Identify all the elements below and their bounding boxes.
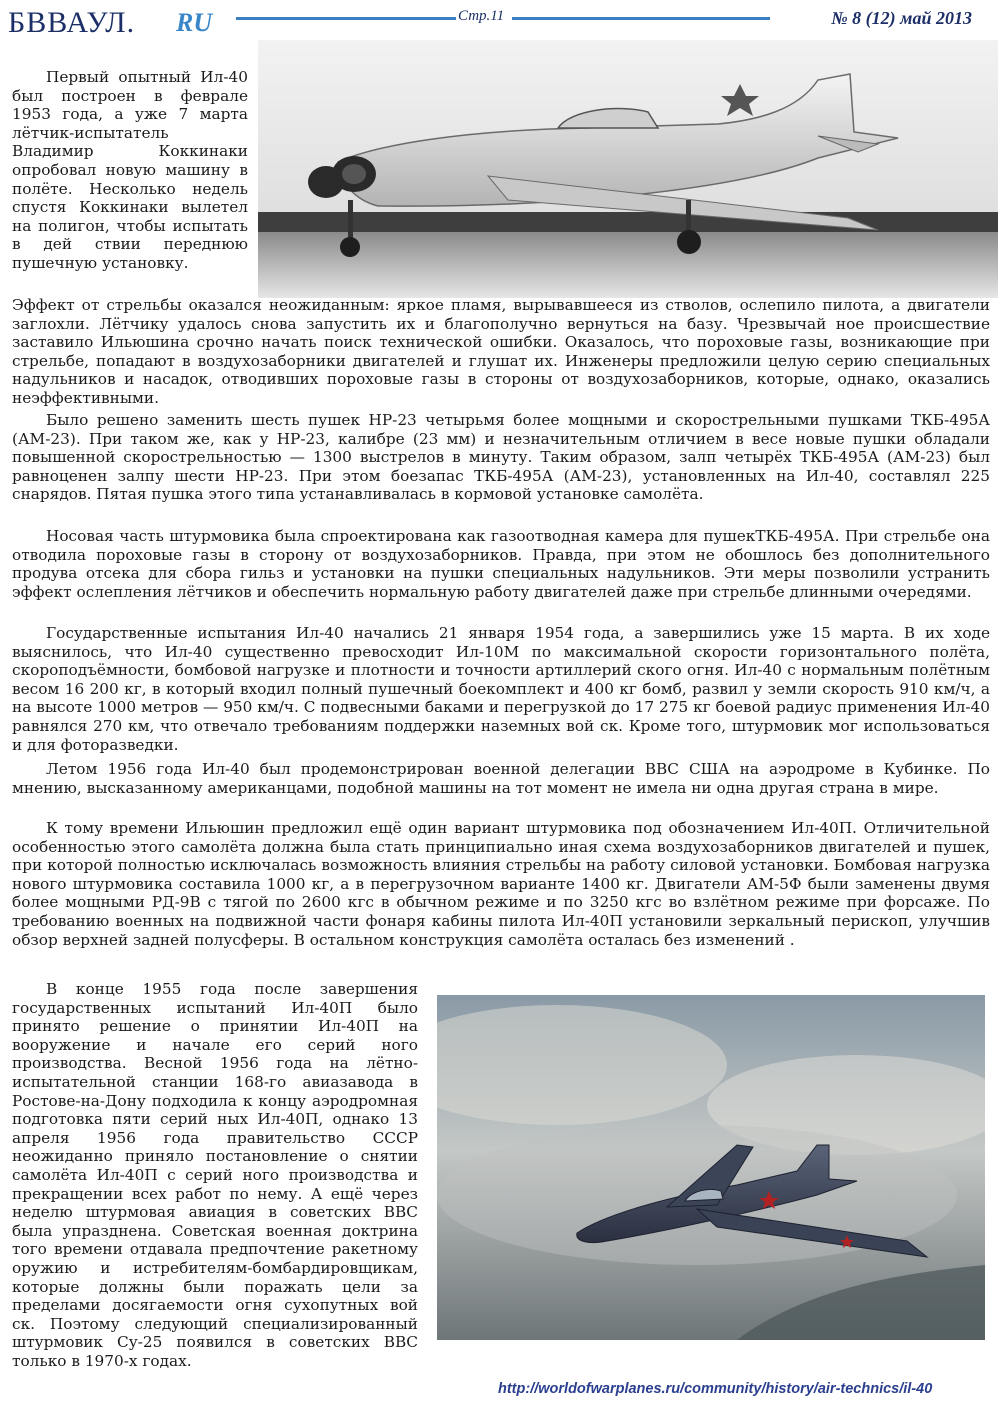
paragraph-2: Было решено заменить шесть пушек НР-23 четырьмя более мощными и скорострельными пушками ТКБ-495А (АМ-23). При таком же, как у НР-23, калибре (23 мм) и незначительным отличием в весе новые пушки обладали повышенной скорострельностью — 1300 выстрелов в минуту. Таким образом, залп четырёх ТКБ-495А (АМ-23) был равноценен залпу шести НР-23. При этом боезапас ТКБ-495А (АМ-23), установленных на Ил-40, составлял 225 снарядов. Пятая пушка этого типа устанавливалась в кормовой установке самолёта.: [12, 411, 990, 504]
page-header: [0, 0, 1000, 40]
paragraph-4: Государственные испытания Ил-40 начались 21 января 1954 года, а завершились уже 15 марта. В их ходе выяснилось, что Ил-40 существенно превосходит Ил-10М по максимальной скорости горизонтального полёта, скороподъёмности, бомбовой нагрузке и плотности и точности артиллерий ского огня. Ил-40 с нормальным полётным весом 16 200 кг, в который входил полный пушечный боекомплект и 400 кг бомб, развил у земли скорость 910 км/ч, а на высоте 1000 метров — 950 км/ч. С подвесными баками и перегрузкой до 17 275 кг боевой радиус применения Ил-40 равнялся 270 км, что отвечало требованиям поддержки наземных вой ск. Кроме того, штурмовик мог использоваться и для фоторазведки.: [12, 624, 990, 754]
paragraph-3: Носовая часть штурмовика была спроектирована как газоотводная камера для пушекТКБ-495А. При стрельбе она отводила пороховые газы в сторону от воздухозаборников. Правда, при этом не обошлось без дополнительного продува отсека для сбора гильз и установки на пушки специальных надульников. Эти меры позволили устранить эффект ослепления лётчиков и обеспечить нормальную работу двигателей даже при стрельбе длинными очередями.: [12, 527, 990, 601]
header-rule-right: [512, 17, 770, 20]
issue-number: № 8 (12) май 2013: [831, 8, 972, 28]
il40-prototype-photo: [258, 40, 998, 298]
paragraph-1: Эффект от стрельбы оказался неожиданным: яркое пламя, вырывавшееся из стволов, ослепило пилота, а двигатели заглохли. Лётчику удалось снова запустить их и благополучно вернуться на базу. Чрезвычай ное происшествие заставило Ильюшина срочно начать поиск технической ошибки. Оказалось, что пороховые газы, возникающие при стрельбе, попадают в воздухозаборники двигателей и глушат их. Инженеры предложили целую серию специальных надульников и насадок, отводивших пороховые газы в стороны от воздухозаборников, которые, однако, оказались неэффективными.: [12, 296, 990, 407]
paragraph-5: Летом 1956 года Ил-40 был продемонстрирован военной делегации ВВС США на аэродроме в Кубинке. По мнению, высказанному американцами, подобной машины на тот момент не имела ни одна другая страна в мире.: [12, 760, 990, 797]
header-rule-left: [236, 17, 456, 20]
page-number: Стр.11: [458, 8, 505, 24]
intro-paragraph: Первый опытный Ил-40 был построен в феврале 1953 года, а уже 7 марта лётчик-испытатель Владимир Коккинаки опробовал новую машину в полёте. Несколько недель спустя Коккинаки вылетел на полигон, чтобы испытать в дей ствии переднюю пушечную установку.: [12, 68, 248, 272]
paragraph-7: В конце 1955 года после завершения государственных испытаний Ил-40П было принято решение о принятии Ил-40П на вооружение и начале его серий ного производства. Весной 1956 года на лётно-испытательной станции 168-го авиазавода в Ростове-на-Дону подходила к концу аэродромная подготовка пяти серий ных Ил-40П, однако 13 апреля 1956 года правительство СССР неожиданно приняло постановление о снятии самолёта Ил-40П с серий ного производства и прекращении всех работ по нему. А ещё через неделю штурмовая авиация в советских ВВС была упразднена. Советская военная доктрина того времени отдавала предпочтение ракетному оружию и истребителям-бомбардировщикам, которые должны были поражать цели за пределами досягаемости огня сухопутных вой ск. Поэтому следующий специализированный штурмовик Су-25 появился в советских ВВС только в 1970-х годах.: [12, 980, 418, 1370]
magazine-logo: БВВАУЛ.: [8, 6, 136, 39]
paragraph-6: К тому времени Ильюшин предложил ещё один вариант штурмовика под обозначением Ил-40П. Отличительной особенностью этого самолёта должна была стать принципиально иная схема воздухозаборников двигателей и пушек, при которой полностью исключалась возможность влияния стрельбы на работу силовой установки. Бомбовая нагрузка нового штурмовика составила 1000 кг, а в перегрузочном варианте 1400 кг. Двигатели АМ-5Ф были заменены двумя более мощными РД-9В с тягой по 2600 кгс в обычном режиме и по 3250 кгс во взлётном режиме при форсаже. По требованию военных на подвижной части фонаря кабины пилота Ил-40П установили зеркальный перископ, улучшив обзор верхней задней полусферы. В остальном конструкция самолёта осталась без изменений .: [12, 819, 990, 949]
source-url-link[interactable]: http://worldofwarplanes.ru/community/history/air-technics/il-40: [498, 1381, 933, 1397]
il40p-flight-artwork: [437, 995, 985, 1340]
magazine-logo-suffix: RU: [176, 8, 213, 37]
